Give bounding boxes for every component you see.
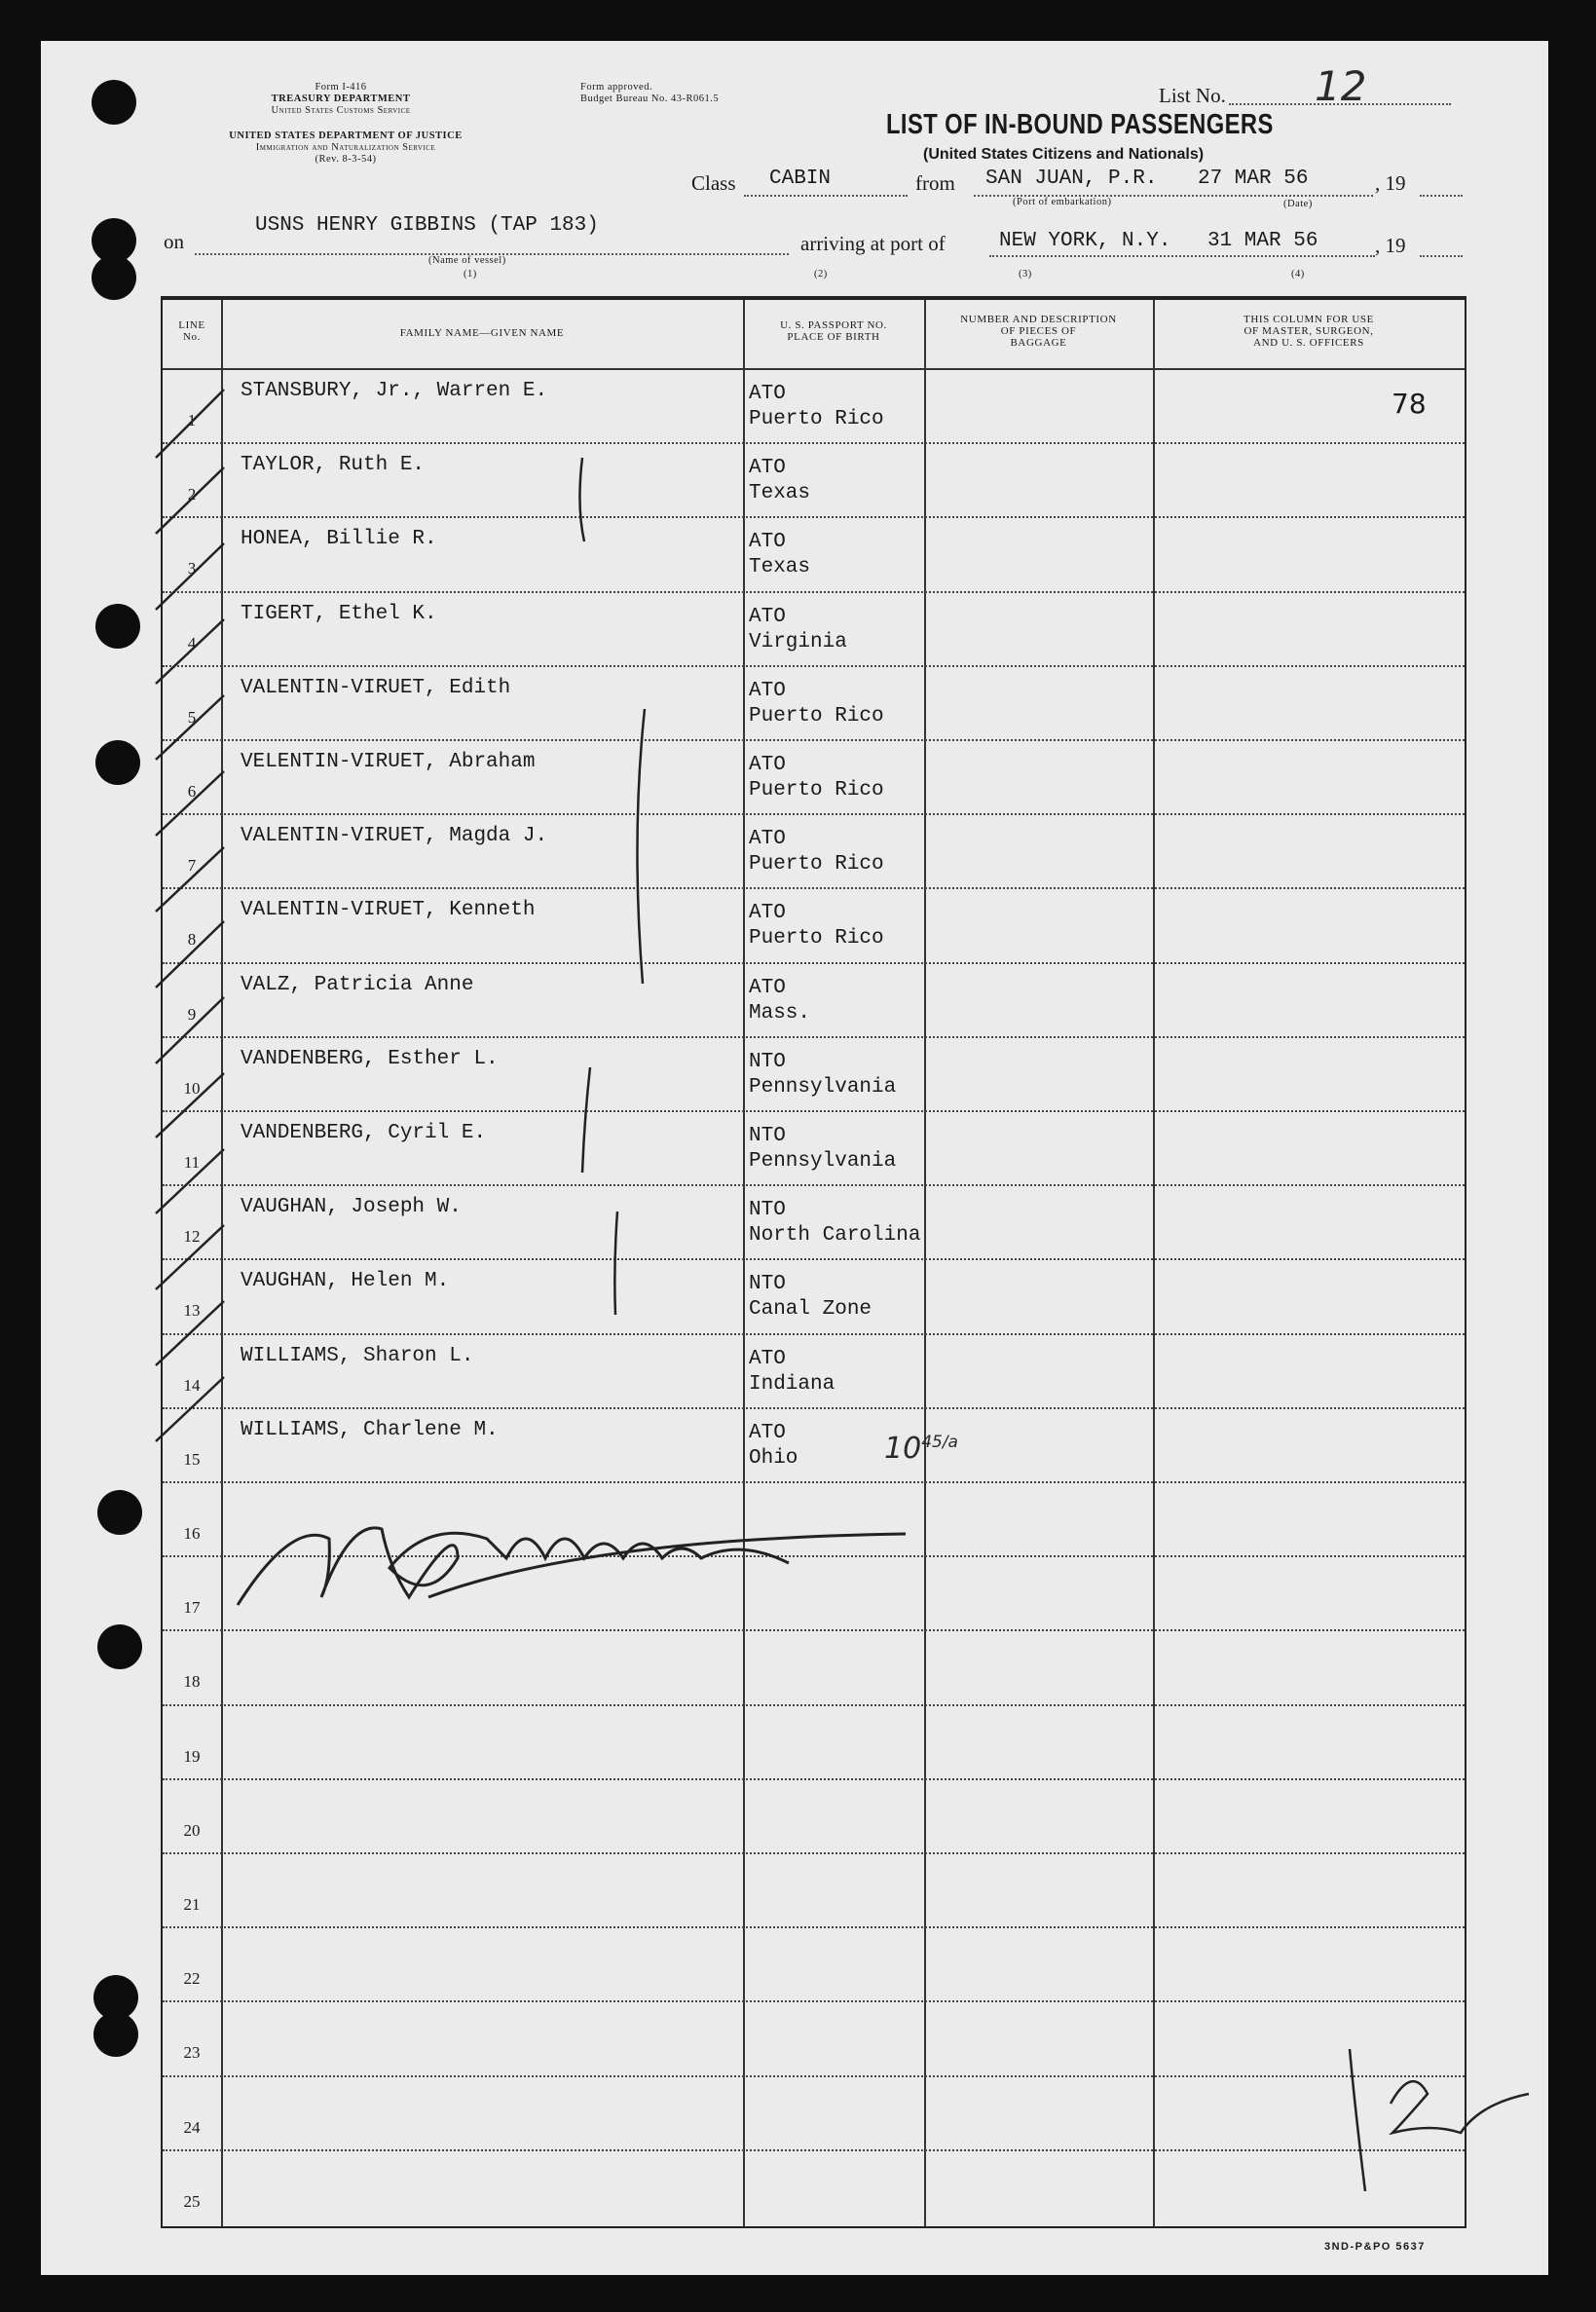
line-number: 25 (183, 2191, 201, 2211)
passenger-name: VANDENBERG, Esther L. (241, 1047, 499, 1070)
passenger-name: STANSBURY, Jr., Warren E. (241, 380, 548, 402)
baggage-note-number: 10 (884, 1432, 922, 1466)
place-of-birth: North Carolina (749, 1224, 921, 1248)
passport-number: NTO (749, 1273, 786, 1296)
passenger-name: VALENTIN-VIRUET, Edith (241, 676, 511, 699)
passport-number: ATO (749, 531, 786, 554)
col-header-no: No. (183, 331, 201, 343)
line-number: 21 (183, 1895, 201, 1914)
check-mark (156, 997, 224, 1063)
line-number: 6 (187, 782, 197, 801)
line-number: 9 (187, 1004, 197, 1024)
passenger-name: VELENTIN-VIRUET, Abraham (241, 751, 536, 773)
bracket-mark (637, 709, 645, 984)
vessel-caption: (Name of vessel) (428, 255, 506, 266)
passport-number: ATO (749, 1421, 786, 1444)
passport-number: ATO (749, 679, 786, 702)
on-label: on (164, 230, 184, 253)
department-justice: UNITED STATES DEPARTMENT OF JUSTICE (229, 131, 463, 141)
line-number: 2 (187, 485, 197, 504)
year-label: , 19 (1375, 171, 1406, 195)
bracket-mark (614, 1212, 617, 1315)
line-number: 11 (183, 1153, 201, 1172)
corner-mark-strokes (1350, 2049, 1529, 2191)
check-mark (156, 1225, 224, 1289)
from-date-value: 27 MAR 56 (1198, 168, 1309, 190)
check-mark (156, 847, 224, 912)
col-header-baggage-1: NUMBER AND DESCRIPTION (960, 314, 1117, 325)
line-number: 18 (183, 1672, 201, 1692)
passport-number: ATO (749, 605, 786, 628)
passport-number: ATO (749, 457, 786, 480)
line-number: 15 (183, 1449, 201, 1469)
place-of-birth: Puerto Rico (749, 927, 884, 951)
col-num-3: (3) (1019, 269, 1032, 280)
place-of-birth: Virginia (749, 630, 847, 653)
line-number: 13 (183, 1301, 201, 1321)
line-number: 7 (187, 856, 197, 876)
passport-number: ATO (749, 902, 786, 925)
col-header-line: LINE (178, 319, 205, 331)
passport-number: ATO (749, 1347, 786, 1370)
date-caption: (Date) (1283, 199, 1313, 209)
passport-number: ATO (749, 754, 786, 776)
passenger-name: VANDENBERG, Cyril E. (241, 1122, 487, 1144)
passenger-name: VALENTIN-VIRUET, Kenneth (241, 899, 536, 922)
from-port-value: SAN JUAN, P.R. (985, 168, 1158, 190)
passenger-name: VAUGHAN, Joseph W. (241, 1196, 462, 1219)
passenger-name: HONEA, Billie R. (241, 528, 437, 551)
line-number: 10 (183, 1078, 201, 1098)
place-of-birth: Puerto Rico (749, 704, 884, 727)
corner-mark (1336, 2055, 1337, 2056)
place-of-birth: Canal Zone (749, 1298, 872, 1322)
check-mark (156, 1073, 224, 1137)
port-caption: (Port of embarkation) (1013, 197, 1112, 207)
col-header-passport-no: U. S. PASSPORT NO. (780, 319, 887, 331)
customs-service: United States Customs Service (271, 105, 411, 116)
col-header-baggage-3: BAGGAGE (1010, 337, 1067, 349)
place-of-birth: Mass. (749, 1001, 811, 1025)
check-mark (156, 390, 224, 458)
vessel-value: USNS HENRY GIBBINS (TAP 183) (255, 214, 599, 237)
line-number: 20 (183, 1820, 201, 1840)
form-number: Form I-416 (315, 82, 367, 93)
place-of-birth: Ohio (749, 1446, 798, 1470)
bracket-mark (579, 458, 584, 541)
officer-note: 78 (1392, 388, 1427, 420)
immigration-service: Immigration and Naturalization Service (255, 142, 436, 153)
year-label-2: , 19 (1375, 234, 1406, 257)
class-label: Class (691, 171, 736, 195)
passenger-name: WILLIAMS, Charlene M. (241, 1418, 499, 1441)
line-number: 8 (187, 930, 197, 950)
check-mark (156, 619, 224, 684)
form-approved: Form approved. (580, 82, 653, 93)
line-number: 23 (183, 2043, 201, 2063)
page-subtitle: (United States Citizens and Nationals) (923, 146, 1205, 163)
line-number: 1 (187, 411, 197, 429)
col-header-officers-1: THIS COLUMN FOR USE (1243, 314, 1374, 325)
baggage-note-superscript: 45/a (921, 1433, 958, 1452)
officer-signature (238, 1528, 906, 1605)
check-mark (156, 771, 224, 836)
department-treasury: TREASURY DEPARTMENT (271, 93, 411, 104)
bracket-marks (579, 458, 645, 1315)
col-num-2: (2) (814, 269, 828, 280)
passport-number: ATO (749, 383, 786, 405)
print-code: 3ND-P&PO 5637 (1324, 2241, 1426, 2253)
page-title: LIST OF IN-BOUND PASSENGERS (886, 109, 1274, 140)
passport-number: NTO (749, 1050, 786, 1073)
line-number: 24 (183, 2117, 201, 2137)
check-mark (156, 467, 224, 534)
place-of-birth: Pennsylvania (749, 1075, 897, 1099)
col-header-name: FAMILY NAME—GIVEN NAME (399, 327, 565, 339)
baggage-note (884, 1432, 958, 1466)
check-mark (156, 1377, 224, 1441)
passenger-name: VALENTIN-VIRUET, Magda J. (241, 825, 548, 848)
passport-number: NTO (749, 1125, 786, 1147)
line-number: 16 (183, 1524, 201, 1543)
arrival-date-value: 31 MAR 56 (1207, 230, 1318, 252)
bracket-mark (582, 1067, 590, 1173)
place-of-birth: Puerto Rico (749, 408, 884, 430)
revision-date: (Rev. 8-3-54) (315, 154, 377, 165)
arrival-port-value: NEW YORK, N.Y. (999, 230, 1171, 252)
line-number: 17 (183, 1598, 201, 1618)
place-of-birth: Pennsylvania (749, 1150, 897, 1173)
col-header-officers-3: AND U. S. OFFICERS (1253, 337, 1364, 349)
budget-bureau: Budget Bureau No. 43-R061.5 (580, 93, 720, 104)
passenger-name: TAYLOR, Ruth E. (241, 454, 426, 477)
place-of-birth: Texas (749, 556, 811, 579)
passenger-name: VAUGHAN, Helen M. (241, 1270, 450, 1293)
col-header-officers-2: OF MASTER, SURGEON, (1243, 325, 1374, 337)
line-number: 14 (183, 1375, 201, 1395)
place-of-birth: Puerto Rico (749, 779, 884, 802)
col-num-1: (1) (464, 269, 477, 280)
col-header-baggage-2: OF PIECES OF (1000, 325, 1077, 337)
check-mark (156, 695, 224, 760)
check-mark (156, 1301, 224, 1365)
passport-number: NTO (749, 1199, 786, 1222)
check-mark (156, 543, 224, 610)
place-of-birth: Indiana (749, 1372, 835, 1396)
col-num-4: (4) (1291, 269, 1305, 280)
class-value: CABIN (769, 168, 832, 190)
check-mark (156, 1149, 224, 1213)
line-number: 5 (187, 707, 197, 727)
passport-number: ATO (749, 828, 786, 851)
line-number: 19 (183, 1746, 201, 1766)
from-label: from (915, 171, 955, 195)
passenger-name: TIGERT, Ethel K. (241, 602, 437, 625)
passport-number: ATO (749, 976, 786, 999)
passenger-name: VALZ, Patricia Anne (241, 973, 474, 996)
line-number: 3 (187, 559, 197, 578)
col-header-birthplace: PLACE OF BIRTH (787, 331, 880, 343)
list-no-value: 12 (1315, 62, 1367, 110)
check-marks (156, 390, 224, 1441)
list-no-label: List No. (1159, 84, 1226, 107)
place-of-birth: Puerto Rico (749, 853, 884, 876)
line-number: 22 (183, 1969, 201, 1989)
arriving-label: arriving at port of (800, 232, 946, 255)
place-of-birth: Texas (749, 482, 811, 505)
check-mark (156, 921, 224, 988)
line-number: 12 (183, 1227, 201, 1247)
passenger-name: WILLIAMS, Sharon L. (241, 1344, 474, 1367)
line-number: 4 (187, 633, 197, 653)
